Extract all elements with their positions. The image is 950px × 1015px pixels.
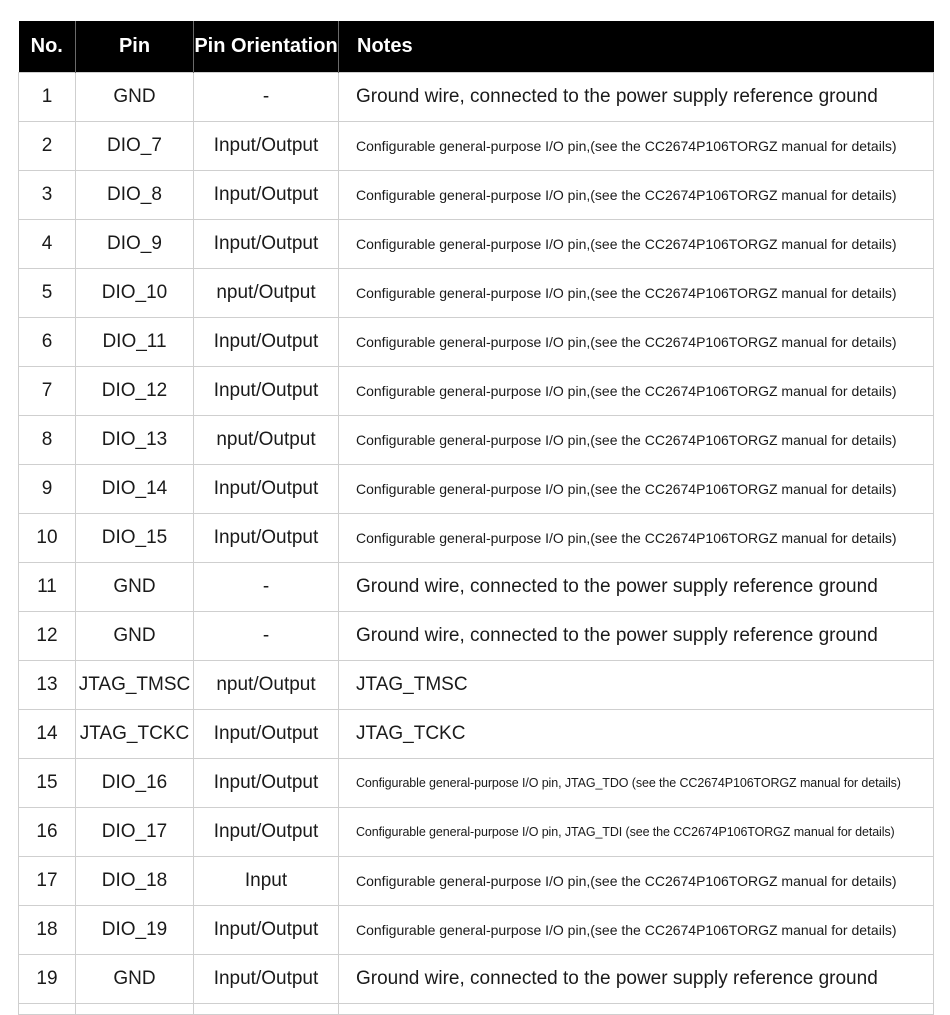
cell-no: 10 — [19, 514, 76, 563]
cell-orientation: Input/Output — [194, 171, 339, 220]
header-row — [19, 21, 934, 73]
table-row — [19, 220, 934, 269]
table-row — [19, 955, 934, 1004]
table-body — [19, 73, 934, 1015]
cell-pin: JTAG_TMSC — [76, 661, 194, 710]
cell-pin: JTAG_TCKC — [76, 710, 194, 759]
table-row — [19, 857, 934, 906]
cell-no: 12 — [19, 612, 76, 661]
cell-no: 8 — [19, 416, 76, 465]
cell-orientation: nput/Output — [194, 661, 339, 710]
header-no: No. — [19, 21, 76, 73]
table-row — [19, 416, 934, 465]
cell-no: 11 — [19, 563, 76, 612]
table-row — [19, 122, 934, 171]
cell-orientation: - — [194, 612, 339, 661]
cell-notes: JTAG_TCKC — [339, 710, 934, 759]
cell-notes: Configurable general-purpose I/O pin,(see the CC2674P106TORGZ manual for details) — [339, 514, 934, 563]
cell-pin: DIO_16 — [76, 759, 194, 808]
table-row — [19, 612, 934, 661]
header-pin: Pin — [76, 21, 194, 73]
empty-cell — [19, 1004, 76, 1015]
cell-orientation: - — [194, 563, 339, 612]
table-row — [19, 661, 934, 710]
empty-cell — [76, 1004, 194, 1015]
empty-cell — [339, 1004, 934, 1015]
table-row — [19, 367, 934, 416]
table-row — [19, 710, 934, 759]
cell-orientation: Input/Output — [194, 710, 339, 759]
cell-no: 5 — [19, 269, 76, 318]
cell-pin: DIO_9 — [76, 220, 194, 269]
cell-orientation: Input/Output — [194, 465, 339, 514]
header-notes: Notes — [339, 21, 934, 73]
cell-orientation: Input/Output — [194, 122, 339, 171]
cell-pin: GND — [76, 73, 194, 122]
cell-orientation: Input/Output — [194, 220, 339, 269]
cell-orientation: Input/Output — [194, 906, 339, 955]
cell-notes: Ground wire, connected to the power supply reference ground — [339, 563, 934, 612]
cell-no: 13 — [19, 661, 76, 710]
cell-notes: Configurable general-purpose I/O pin,(see the CC2674P106TORGZ manual for details) — [339, 465, 934, 514]
cell-pin: DIO_11 — [76, 318, 194, 367]
cell-notes: Configurable general-purpose I/O pin,(see the CC2674P106TORGZ manual for details) — [339, 171, 934, 220]
cell-no: 7 — [19, 367, 76, 416]
cell-no: 4 — [19, 220, 76, 269]
table-row — [19, 73, 934, 122]
cell-no: 3 — [19, 171, 76, 220]
cell-notes: Ground wire, connected to the power supply reference ground — [339, 955, 934, 1004]
cell-pin: DIO_15 — [76, 514, 194, 563]
table-row — [19, 318, 934, 367]
cell-orientation: - — [194, 73, 339, 122]
cell-orientation: Input/Output — [194, 759, 339, 808]
cell-no: 14 — [19, 710, 76, 759]
table-row — [19, 563, 934, 612]
header-orientation: Pin Orientation — [194, 21, 339, 73]
table-row — [19, 808, 934, 857]
cell-no: 6 — [19, 318, 76, 367]
cell-no: 18 — [19, 906, 76, 955]
cell-notes: Configurable general-purpose I/O pin,(see the CC2674P106TORGZ manual for details) — [339, 220, 934, 269]
cell-no: 1 — [19, 73, 76, 122]
cell-notes: Configurable general-purpose I/O pin,(see the CC2674P106TORGZ manual for details) — [339, 367, 934, 416]
cell-no: 16 — [19, 808, 76, 857]
cell-orientation: nput/Output — [194, 269, 339, 318]
cell-notes: Configurable general-purpose I/O pin, JTAG_TDI (see the CC2674P106TORGZ manual for details) — [339, 808, 934, 857]
table-header — [19, 21, 934, 73]
cell-pin: DIO_7 — [76, 122, 194, 171]
cell-orientation: Input/Output — [194, 808, 339, 857]
cell-orientation: Input — [194, 857, 339, 906]
cell-pin: DIO_8 — [76, 171, 194, 220]
table-row-partial — [19, 1004, 934, 1015]
table-row — [19, 465, 934, 514]
empty-cell — [194, 1004, 339, 1015]
cell-no: 9 — [19, 465, 76, 514]
cell-pin: DIO_10 — [76, 269, 194, 318]
cell-no: 2 — [19, 122, 76, 171]
cell-orientation: Input/Output — [194, 955, 339, 1004]
cell-orientation: Input/Output — [194, 318, 339, 367]
cell-pin: DIO_12 — [76, 367, 194, 416]
cell-notes: Configurable general-purpose I/O pin,(see the CC2674P106TORGZ manual for details) — [339, 269, 934, 318]
cell-no: 15 — [19, 759, 76, 808]
pin-table — [18, 21, 934, 1015]
cell-pin: GND — [76, 955, 194, 1004]
cell-orientation: nput/Output — [194, 416, 339, 465]
table-row — [19, 269, 934, 318]
cell-pin: DIO_19 — [76, 906, 194, 955]
cell-notes: Configurable general-purpose I/O pin, JTAG_TDO (see the CC2674P106TORGZ manual for details) — [339, 759, 934, 808]
cell-notes: Configurable general-purpose I/O pin,(see the CC2674P106TORGZ manual for details) — [339, 857, 934, 906]
cell-pin: DIO_18 — [76, 857, 194, 906]
cell-notes: Configurable general-purpose I/O pin,(see the CC2674P106TORGZ manual for details) — [339, 122, 934, 171]
cell-no: 19 — [19, 955, 76, 1004]
cell-pin: DIO_13 — [76, 416, 194, 465]
cell-notes: Ground wire, connected to the power supply reference ground — [339, 73, 934, 122]
cell-pin: GND — [76, 612, 194, 661]
cell-notes: Configurable general-purpose I/O pin,(see the CC2674P106TORGZ manual for details) — [339, 416, 934, 465]
cell-notes: JTAG_TMSC — [339, 661, 934, 710]
cell-notes: Configurable general-purpose I/O pin,(see the CC2674P106TORGZ manual for details) — [339, 318, 934, 367]
table-row — [19, 906, 934, 955]
cell-orientation: Input/Output — [194, 367, 339, 416]
cell-pin: DIO_17 — [76, 808, 194, 857]
cell-notes: Configurable general-purpose I/O pin,(see the CC2674P106TORGZ manual for details) — [339, 906, 934, 955]
cell-pin: GND — [76, 563, 194, 612]
table-row — [19, 514, 934, 563]
cell-orientation: Input/Output — [194, 514, 339, 563]
cell-notes: Ground wire, connected to the power supply reference ground — [339, 612, 934, 661]
cell-pin: DIO_14 — [76, 465, 194, 514]
table-row — [19, 759, 934, 808]
table-row — [19, 171, 934, 220]
cell-no: 17 — [19, 857, 76, 906]
